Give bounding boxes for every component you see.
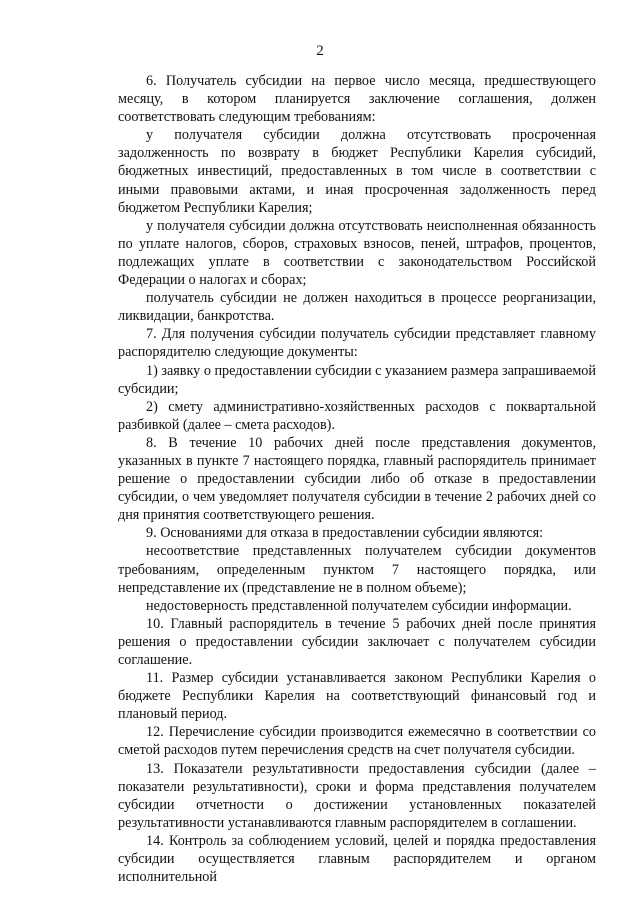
page-number: 2 bbox=[316, 43, 324, 59]
paragraph-8: 8. В течение 10 рабочих дней после представления документов, указанных в пункте 7 настоящего порядка, главный распорядитель принимает решение о предоставлении субсидии либо об отказе в предоставлении субсидии, о чем уведомляет получателя субсидии в течение 2 рабочих дней со дня принятия соответствующего решения. bbox=[118, 434, 596, 524]
paragraph-14: 14. Контроль за соблюдением условий, целей и порядка предоставления субсидии осуществляется главным распорядителем и органом исполнительной bbox=[118, 832, 596, 886]
paragraph-7-item-1: 1) заявку о предоставлении субсидии с указанием размера запрашиваемой субсидии; bbox=[118, 362, 596, 397]
paragraph-requirement-taxes: у получателя субсидии должна отсутствовать неисполненная обязанность по уплате налогов, сборов, страховых взносов, пеней, штрафов, процентов, подлежащих уплате в соответствии с законодательством Российской Федерации о налогах и сборах; bbox=[118, 217, 596, 289]
paragraph-6: 6. Получатель субсидии на первое число месяца, предшествующего месяцу, в котором планируется заключение соглашения, должен соответствовать следующим требованиям: bbox=[118, 73, 596, 126]
paragraph-7: 7. Для получения субсидии получатель субсидии представляет главному распорядителю следующие документы: bbox=[118, 326, 596, 361]
paragraph-requirement-debt-return: у получателя субсидии должна отсутствовать просроченная задолженность по возврату в бюджет Республики Карелия субсидий, бюджетных инвестиций, предоставленных в том числе в соответствии с иными правовыми актами, и иная просроченная задолженность перед бюджетом Республики Карелия; bbox=[118, 127, 596, 216]
paragraph-9-ground-2: недостоверность представленной получателем субсидии информации. bbox=[146, 597, 572, 614]
paragraph-7-item-2: 2) смету административно-хозяйственных расходов с поквартальной разбивкой (далее – смета расходов). bbox=[118, 398, 596, 433]
paragraph-13: 13. Показатели результативности предоставления субсидии (далее – показатели результативности), сроки и форма представления получателем субсидии отчетности о достижении установленных показателей результативности устанавливаются главным распорядителем в соглашении. bbox=[118, 760, 596, 831]
paragraph-11: 11. Размер субсидии устанавливается законом Республики Карелия о бюджете Республики Карелия на соответствующий финансовый год и плановый период. bbox=[118, 670, 596, 723]
paragraph-10: 10. Главный распорядитель в течение 5 рабочих дней после принятия решения о предоставлении субсидии заключает с получателем субсидии соглашение. bbox=[118, 615, 596, 668]
document-body bbox=[118, 72, 596, 886]
paragraph-9-ground-1: несоответствие представленных получателем субсидии документов требованиям, определенным пунктом 7 настоящего порядка, или непредставление их (представление не в полном объеме); bbox=[118, 543, 596, 596]
paragraph-requirement-reorganization: получатель субсидии не должен находиться в процессе реорганизации, ликвидации, банкротства. bbox=[118, 290, 596, 325]
paragraph-9: 9. Основаниями для отказа в предоставлении субсидии являются: bbox=[146, 525, 544, 542]
paragraph-12: 12. Перечисление субсидии производится ежемесячно в соответствии со сметой расходов путем перечисления средств на счет получателя субсидии. bbox=[118, 724, 596, 759]
